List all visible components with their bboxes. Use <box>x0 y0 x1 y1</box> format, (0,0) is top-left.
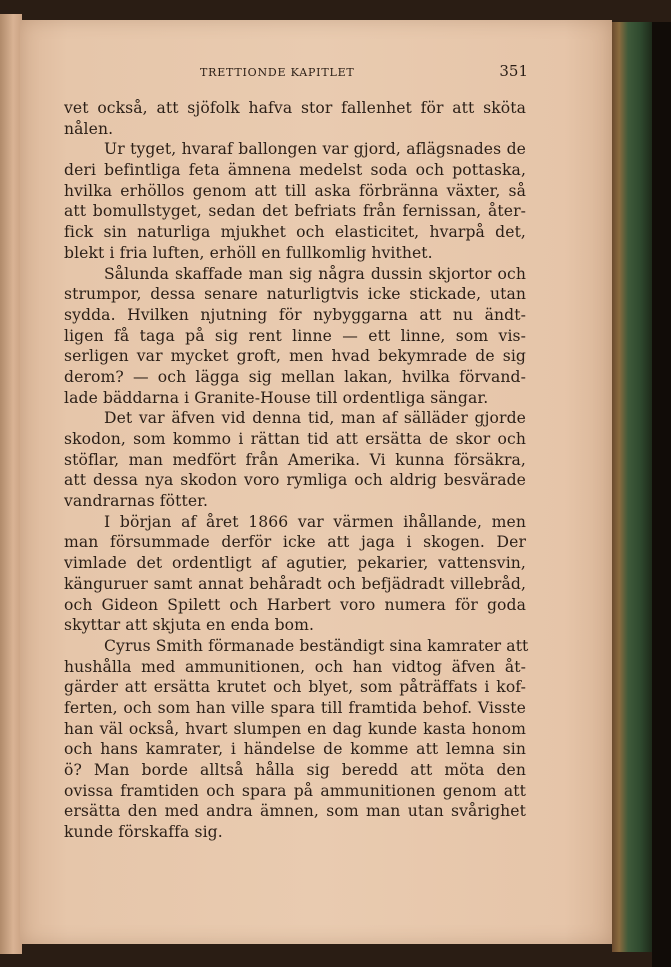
text-line: fick sin naturliga mjukhet och elasticitet, hvarpå det, <box>64 223 526 242</box>
text-line: ferten, och som han ville spara till framtida behof. Visste <box>64 698 526 717</box>
text-line: hvilka erhöllos genom att till aska förbränna växter, så <box>64 181 526 200</box>
text-line: gärder att ersätta krutet och blyet, som påträffats i kof- <box>64 678 526 697</box>
text-line: ersätta den med andra ämnen, som man utan svårighet <box>64 802 526 821</box>
text-line: derom? — och lägga sig mellan lakan, hvilka förvand- <box>64 367 526 386</box>
text-line: serligen var mycket groft, men hvad bekymrade de sig <box>64 347 526 366</box>
text-line: man försummade derför icke att jaga i skogen. Der <box>64 533 526 552</box>
background-shadow <box>652 22 671 967</box>
text-line: vet också, att sjöfolk hafva stor fallenhet för att sköta <box>64 99 526 117</box>
text-line: ligen få taga på sig rent linne — ett linne, som vis- <box>64 326 526 345</box>
text-line: Cyrus Smith förmanade beständigt sina kamrater att <box>104 636 529 655</box>
text-line: att bomullstyget, sedan det befriats från fernissan, åter- <box>64 202 526 221</box>
text-line: stöflar, man medfört från Amerika. Vi kunna försäkra, <box>64 450 526 469</box>
text-line: skodon, som kommo i rättan tid att ersätta de skor och <box>64 430 526 448</box>
running-head: TRETTIONDE KAPITLET <box>200 66 355 79</box>
text-line: Ur tyget, hvaraf ballongen var gjord, aflägsnades de <box>104 140 526 159</box>
text-line: vandrarnas fötter. <box>64 492 209 511</box>
text-line: hushålla med ammunitionen, och han vidtog äfven åt- <box>64 657 526 676</box>
text-line: ovissa framtiden och spara på ammunitionen genom att <box>64 781 526 800</box>
text-line: I början af året 1866 var värmen ihållande, men <box>104 512 526 531</box>
text-line: sydda. Hvilken njutning för nybyggarna att nu ändt- <box>64 305 526 324</box>
book-cover-edge <box>612 22 652 952</box>
body-text <box>64 98 529 843</box>
text-line: vimlade det ordentligt af agutier, pekarier, vattensvin, <box>64 554 526 573</box>
left-page-edge <box>0 14 22 954</box>
text-line: att dessa nya skodon voro rymliga och aldrig besvärade <box>64 471 526 490</box>
text-line: deri befintliga feta ämnena medelst soda och pottaska, <box>64 161 526 180</box>
text-line: lade bäddarna i Granite-House till ordentliga sängar. <box>64 388 489 407</box>
text-line: ö? Man borde alltså hålla sig beredd att möta den <box>64 761 526 779</box>
text-line: skyttar att skjuta en enda bom. <box>64 616 315 635</box>
text-line: han väl också, hvart slumpen en dag kunde kasta honom <box>64 719 526 738</box>
text-line: känguruer samt annat behåradt och befjädradt villebråd, <box>64 574 526 593</box>
text-line: strumpor, dessa senare naturligtvis icke stickade, utan <box>64 285 526 304</box>
text-line: blekt i fria luften, erhöll en fullkomlig hvithet. <box>64 243 433 262</box>
text-line: Det var äfven vid denna tid, man af sälläder gjorde <box>104 409 526 428</box>
text-line: och hans kamrater, i händelse de komme att lemna sin <box>64 740 526 759</box>
page-number: 351 <box>499 62 528 80</box>
page-header <box>42 46 528 80</box>
text-line: kunde förskaffa sig. <box>64 823 223 842</box>
text-line: Sålunda skaffade man sig några dussin skjortor och <box>104 264 526 283</box>
text-line: och Gideon Spilett och Harbert voro numera för goda <box>64 595 526 614</box>
text-line: nålen. <box>64 119 114 138</box>
